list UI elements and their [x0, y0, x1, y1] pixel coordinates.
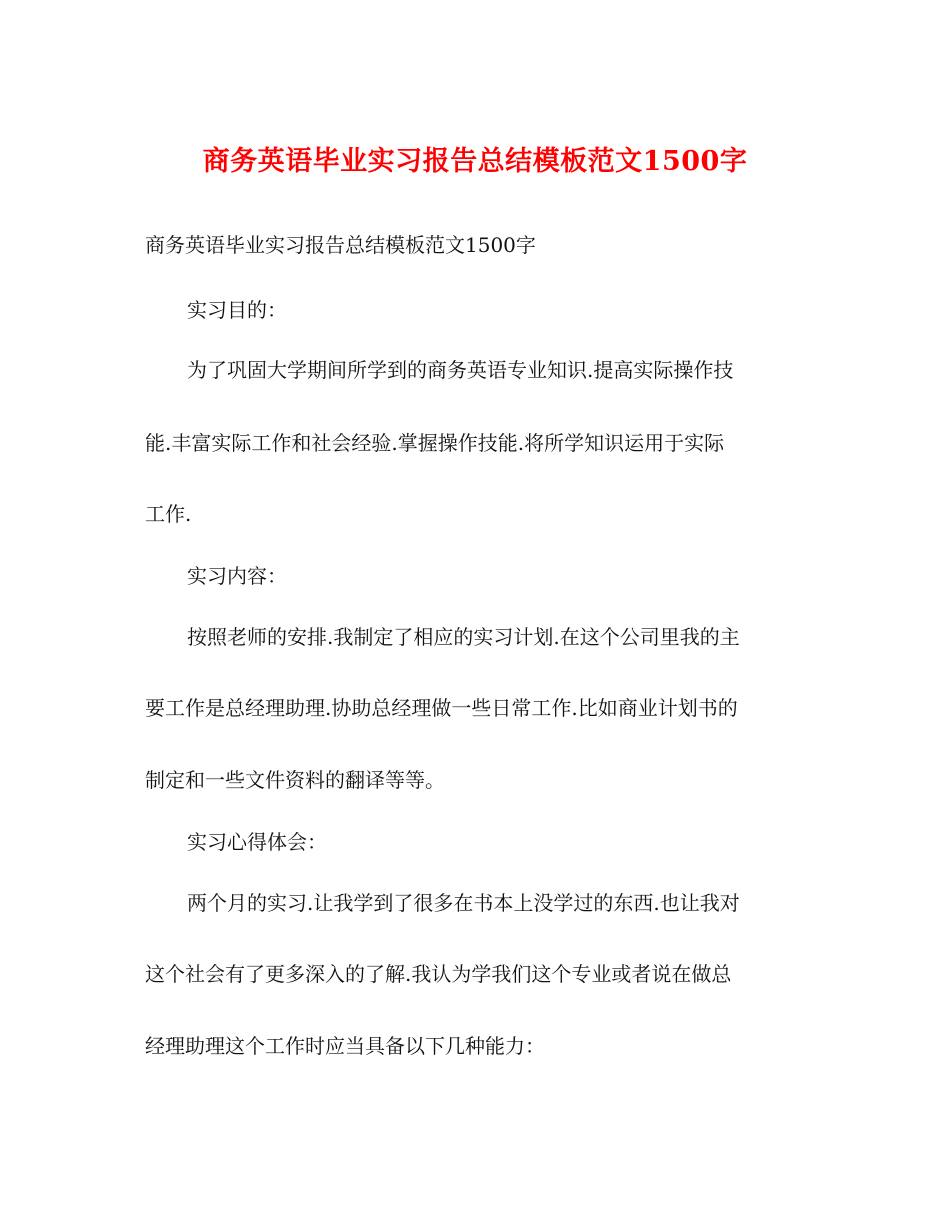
- paragraph-content-line-1: 按照老师的安排.我制定了相应的实习计划.在这个公司里我的主: [187, 625, 740, 649]
- text-line-subtitle: 商务英语毕业实习报告总结模板范文1500字: [145, 233, 536, 257]
- heading-experience: 实习心得体会：: [187, 830, 327, 854]
- paragraph-purpose-line-2: 能.丰富实际工作和社会经验.掌握操作技能.将所学知识运用于实际: [145, 431, 725, 455]
- paragraph-content-line-2: 要工作是总经理助理.协助总经理做一些日常工作.比如商业计划书的: [145, 696, 738, 720]
- paragraph-experience-line-2: 这个社会有了更多深入的了解.我认为学我们这个专业或者说在做总: [145, 962, 732, 986]
- document-title: 商务英语毕业实习报告总结模板范文1500字: [202, 146, 748, 177]
- paragraph-content-line-3: 制定和一些文件资料的翻译等等。: [145, 768, 445, 792]
- heading-content: 实习内容：: [187, 564, 287, 588]
- paragraph-experience-line-1: 两个月的实习.让我学到了很多在书本上没学过的东西.也让我对: [187, 891, 740, 915]
- paragraph-purpose-line-3: 工作.: [145, 502, 192, 526]
- paragraph-purpose-line-1: 为了巩固大学期间所学到的商务英语专业知识.提高实际操作技: [187, 358, 734, 382]
- heading-purpose: 实习目的：: [187, 298, 287, 322]
- paragraph-experience-line-3: 经理助理这个工作时应当具备以下几种能力：: [145, 1034, 545, 1058]
